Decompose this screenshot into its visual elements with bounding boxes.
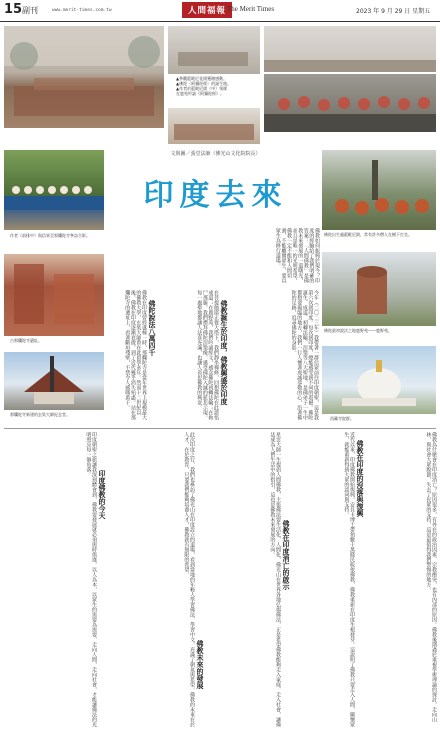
caption-left-1: 作者（前排中）與信眾至那爛陀寺參訪合影。 bbox=[10, 233, 90, 238]
page-number: 15 bbox=[4, 2, 23, 17]
article-body-7: 此次印度之行，我們也參訪了佛光山在印度設立的道場，看到當地的年輕人學習佛法、學習中文，充滿了朝氣與希望。佛教的未來在於人才，在於教育，只要我們能夠培養人才，佛教就有無限的希望。 bbox=[183, 432, 195, 727]
caption-right-3: 西藏寺院群。 bbox=[330, 416, 354, 421]
photo-group-pilgrims bbox=[264, 74, 436, 132]
article-body-1: 今年（二〇二三年）我帶著一群信眾前往印度朝聖，這是我第六次到印度。每次到印度，總能感受到不同的震撼。佛陀誕生、成道、初轉法輪、涅槃等八大聖地，是佛弟子一生中都想要親臨的地方，我們一行人懷著虔誠恭敬的心，沿著佛陀的足跡，追尋佛陀的身影。 bbox=[290, 290, 319, 420]
article-lead: 佛教如何振興於現今？印度的經驗給了我們明確的答案：「人間佛教」是佛教未來發展的一道曙光，並且是唯一的光明希望，佛教一定不能和人間切割，不能離開眾生，要以眾生為修行道場。 bbox=[274, 228, 320, 283]
newspaper-logo-english: The Merit Times bbox=[227, 5, 275, 13]
photo-white-stupa bbox=[322, 346, 436, 414]
divider bbox=[4, 428, 436, 429]
caption-right-1: 佛陀出生處藍毗尼園，常有許多僧人在樹下打坐。 bbox=[324, 232, 412, 237]
article-body-6: 星雲大師一生提倡人間佛教，主張佛法要生活化、人間化，佛光山在世界各地弘揚佛法，正是希望佛教能夠走入家庭、走入社會，讓佛法成為人們生活中的指引，這也是佛教未來發展的方向。 bbox=[269, 432, 281, 727]
article-subhead-2: 佛陀說法八萬四千 bbox=[148, 300, 157, 356]
issue-date: 2023 年 9 月 29 日 星期五 bbox=[356, 8, 431, 15]
photo-lumbini-monks bbox=[322, 150, 436, 230]
photo-group-nalanda bbox=[4, 150, 104, 230]
photo-ruins-fog bbox=[4, 26, 164, 128]
article-subhead-3: 佛教在印度的沒落與復興 bbox=[356, 440, 365, 517]
newspaper-logo: 人間福報 bbox=[182, 2, 232, 18]
caption-left-3: 那爛陀寺新建的玄奘大師紀念堂。 bbox=[10, 412, 70, 417]
article-subhead-4: 佛教在印度消亡的啟示 bbox=[282, 520, 291, 590]
caption-top-center: ▲參觀藍毗尼花園獲贈感動。 ▲佛陀〈阿彌陀經〉的誕生地。 ▲作者於藍毗尼園（中）領隊 在鹿苑吟誦《阿彌陀經》。 bbox=[176, 76, 232, 96]
article-body-4: 佛教為什麼會在印度消亡？原因很多，有外在的政治因素、宗教衝突，也有內部的原因。佛教後期過於重視學術理論的探討，走向山林，與社會大眾脫節，失去了民眾的支持，這是最值得我們警惕的地方。 bbox=[425, 432, 437, 722]
article-title-block bbox=[112, 146, 319, 226]
photo-xuanzang-hall bbox=[4, 352, 104, 410]
article-body-8: 印度朝聖之旅讓我深刻體會到，佛教要發展就必須與時俱進，以人為本，以眾生的需要為需要，走向人間，走向社會，才能讓佛法的光明照亮每一個角落。 bbox=[85, 432, 97, 727]
article-subhead-5: 佛教未來的發展 bbox=[196, 640, 205, 689]
site-url[interactable]: www.merit-times.com.tw bbox=[52, 8, 112, 13]
article-headline: 印度去來 bbox=[143, 178, 288, 213]
article-body-2: 在菩提伽耶正覺大塔下，我們靜坐禪修，回想佛陀在此證悟成道；在鹿野苑，我們吟誦經文，感念佛陀初轉法輪；在拘尸那羅，我們禮拜佛陀涅槃像，感受佛陀入滅的慈悲示現。每一處聖地都讓人法喜充滿，也讓人省思佛教的興衰。 bbox=[196, 290, 219, 420]
article-body-5: 近代以來，印度佛教開始復興，安貝卡博士帶領數十萬賤民皈依佛教，佛教重新在印度生根發芽。這說明了佛教只要走入人間，關懷眾生，就能重新得到大眾的認同與支持。 bbox=[343, 432, 355, 727]
photo-ruins-center bbox=[168, 108, 260, 144]
article-byline: 文與圖／張堂法師（佛光山文化院院長） bbox=[170, 151, 261, 157]
article-subhead-1: 佛教誕生於印度，佛教興盛於印度 bbox=[220, 300, 229, 405]
section-label: 副刊 bbox=[22, 6, 38, 15]
photo-fog-right bbox=[264, 26, 436, 72]
caption-right-2: 佛陀最初說法之地鹿野苑——鹿野苑。 bbox=[324, 328, 392, 333]
article-subhead-6: 印度佛教的今天 bbox=[98, 470, 107, 519]
photo-sarnath-stupa bbox=[322, 252, 436, 326]
article-body-3: 佛教在印度曾經盛極一時，那爛陀寺是當年世界上規模最大的佛教大學，玄奘大師曾在此留學多年。然而十二世紀以後，佛教在印度逐漸衰微，到了近代幾乎消失殆盡。站在那爛陀寺的遺址上，看著斷垣殘壁，不禁令人感嘆萬千。 bbox=[124, 290, 147, 420]
photo-nalanda-ruins bbox=[4, 254, 104, 336]
photo-fog-center bbox=[168, 26, 260, 74]
masthead bbox=[0, 0, 440, 22]
caption-left-2: 古那爛陀寺遺址。 bbox=[10, 338, 42, 343]
